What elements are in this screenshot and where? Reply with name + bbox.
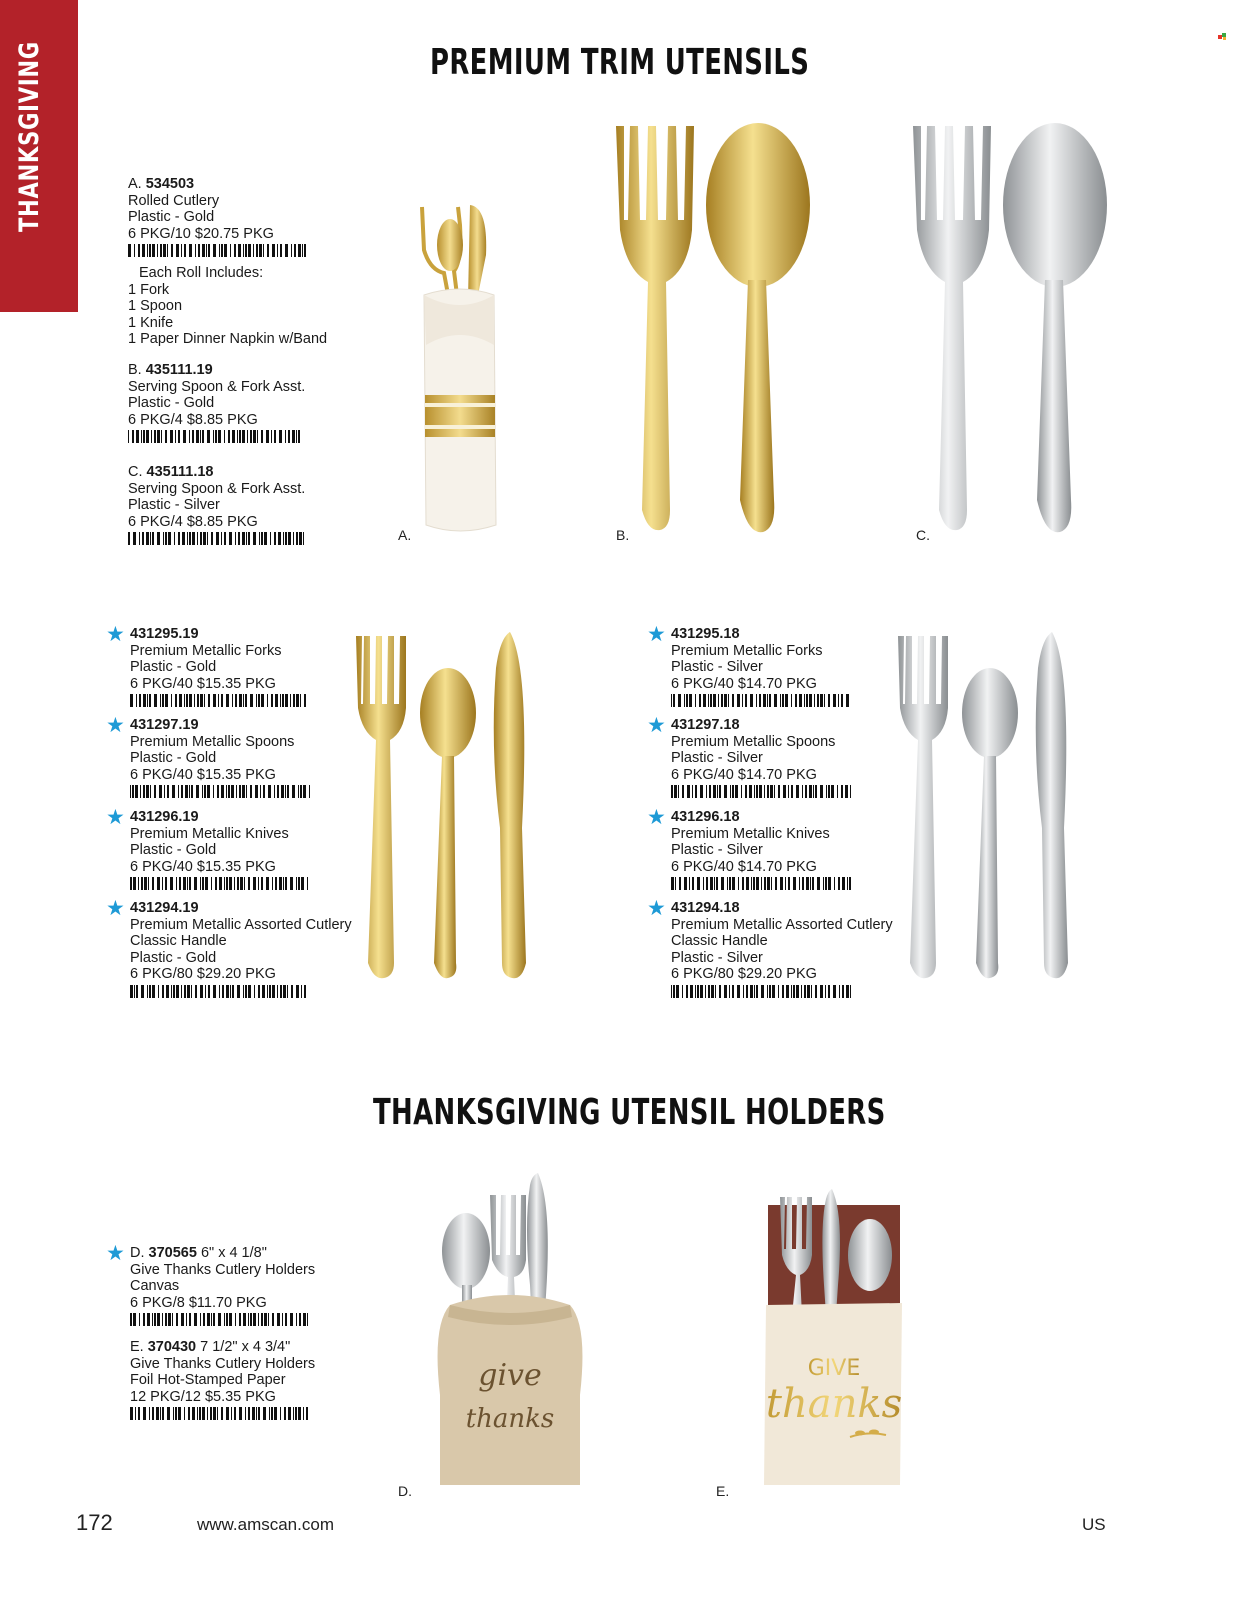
star-icon: ★ [647,896,666,920]
product-material: Plastic - Gold [130,750,217,766]
silver-forks [671,626,851,707]
product-price: 6 PKG/40 $15.35 PKG [130,766,276,783]
brand-logo-icon [1218,33,1228,41]
image-label-e: E. [716,1483,730,1499]
product-letter: D. [130,1245,149,1261]
product-a [128,176,327,348]
product-sku: 431296.19 [130,809,199,825]
product-material: Plastic - Gold [130,659,217,675]
product-price: 6 PKG/40 $15.35 PKG [130,858,276,875]
product-sku: 370565 [148,1245,197,1261]
product-name: Premium Metallic Knives [130,825,289,842]
barcode [671,694,851,707]
includes-item: 1 Knife [128,314,174,331]
image-label-d: D. [398,1483,412,1499]
product-material: Plastic - Silver [671,659,763,675]
barcode [671,985,851,998]
product-name: Premium Metallic Forks [671,642,823,659]
star-icon: ★ [106,1241,125,1265]
silver-spoons [671,717,851,798]
barcode [130,985,310,998]
product-price: 6 PKG/80 $29.20 PKG [671,966,817,982]
product-material: Plastic - Silver [671,750,763,766]
product-b [128,362,305,443]
star-icon: ★ [106,896,125,920]
product-name: Premium Metallic Assorted Cutlery [671,916,893,933]
product-sku: 431294.18 [671,900,740,916]
barcode [130,1407,308,1420]
product-letter: C. [128,464,147,480]
product-d [130,1245,315,1326]
barcode [130,785,310,798]
product-sku: 435111.18 [146,464,214,480]
star-icon: ★ [647,622,666,646]
product-sku: 370430 [147,1339,197,1355]
silver-cutlery-image [892,628,1077,983]
star-icon: ★ [106,805,125,829]
product-name: Give Thanks Cutlery Holders [130,1261,316,1278]
barcode [128,430,304,443]
silver-assorted [671,900,893,998]
barcode [130,1313,310,1326]
product-sku: 431295.18 [671,626,740,642]
gold-spoons [130,717,310,798]
website-link[interactable]: www.amscan.com [197,1515,334,1534]
product-material: Plastic - Gold [128,395,215,411]
image-label-c: C. [916,527,930,543]
gold-assorted [130,900,352,998]
holder-d-text-1: give [478,1358,542,1393]
product-price: 6 PKG/4 $8.85 PKG [128,513,258,530]
image-label-b: B. [616,527,630,543]
region-label: US [1082,1515,1106,1534]
silver-serving-set-image [905,120,1115,540]
product-material: Foil Hot-Stamped Paper [130,1372,286,1388]
section-heading-utensils: PREMIUM TRIM UTENSILS [430,42,810,83]
product-sku: 534503 [145,176,195,192]
barcode [128,244,308,257]
product-name: Premium Metallic Knives [671,825,830,842]
product-name: Serving Spoon & Fork Asst. [128,378,306,395]
product-sku: 431295.19 [130,626,199,642]
product-name: Give Thanks Cutlery Holders [130,1355,316,1372]
product-sku: 435111.19 [145,362,213,378]
product-price: 6 PKG/80 $29.20 PKG [130,966,276,982]
product-material: Plastic - Silver [128,497,220,513]
product-material: Canvas [130,1278,180,1294]
barcode [130,877,310,890]
product-letter: E. [130,1339,148,1355]
includes-title: Each Roll Includes: [139,265,264,281]
gold-cutlery-image [350,628,535,983]
silver-knives [671,809,851,890]
holder-d-text-2: thanks [465,1404,555,1434]
product-price: 6 PKG/40 $14.70 PKG [671,675,817,692]
star-icon: ★ [106,622,125,646]
product-name: Rolled Cutlery [128,192,220,209]
includes-item: 1 Spoon [128,298,183,314]
product-e [130,1339,315,1420]
star-icon: ★ [647,713,666,737]
product-name: Serving Spoon & Fork Asst. [128,480,306,497]
product-price: 6 PKG/10 $20.75 PKG [128,225,274,242]
product-sku: 431297.18 [671,717,740,733]
product-sku: 431296.18 [671,809,740,825]
product-handle: Classic Handle [130,933,227,949]
paper-holder-image [740,1185,910,1495]
product-material: Plastic - Silver [671,949,763,966]
product-price: 6 PKG/4 $8.85 PKG [128,411,258,428]
product-material: Plastic - Gold [130,842,217,858]
barcode [671,877,851,890]
gold-knives [130,809,310,890]
product-name: Premium Metallic Forks [130,642,282,659]
rolled-cutlery-image [410,195,510,540]
barcode [128,532,304,545]
product-price: 6 PKG/8 $11.70 PKG [130,1294,267,1311]
product-name: Premium Metallic Assorted Cutlery [130,916,352,933]
product-material: Plastic - Gold [128,209,215,225]
product-size: 6" x 4 1/8" [196,1245,267,1261]
product-material: Plastic - Gold [130,949,217,966]
product-price: 6 PKG/40 $14.70 PKG [671,766,817,783]
product-price: 6 PKG/40 $14.70 PKG [671,858,817,875]
image-label-a: A. [398,527,412,543]
product-letter: B. [128,362,146,378]
product-sku: 431297.19 [130,717,199,733]
section-tab-label: THANKSGIVING [14,41,45,233]
section-heading-holders: THANKSGIVING UTENSIL HOLDERS [373,1092,886,1133]
holder-e-text-2: thanks [765,1381,903,1427]
product-name: Premium Metallic Spoons [671,733,836,750]
star-icon: ★ [647,805,666,829]
holder-e-text-1: GIVE [807,1356,861,1381]
product-name: Premium Metallic Spoons [130,733,295,750]
star-icon: ★ [106,713,125,737]
product-price: 6 PKG/40 $15.35 PKG [130,675,276,692]
product-c [128,464,305,545]
product-size: 7 1/2" x 4 3/4" [196,1339,291,1355]
product-letter: A. [128,176,146,192]
canvas-holder-image [420,1165,600,1495]
barcode [671,785,851,798]
barcode [130,694,310,707]
product-material: Plastic - Silver [671,842,763,858]
page-number: 172 [76,1510,113,1535]
includes-item: 1 Paper Dinner Napkin w/Band [128,331,328,347]
product-handle: Classic Handle [671,933,768,949]
product-price: 12 PKG/12 $5.35 PKG [130,1388,276,1405]
gold-serving-set-image [608,120,818,540]
gold-forks [130,626,310,707]
includes-item: 1 Fork [128,281,170,298]
product-sku: 431294.19 [130,900,199,916]
